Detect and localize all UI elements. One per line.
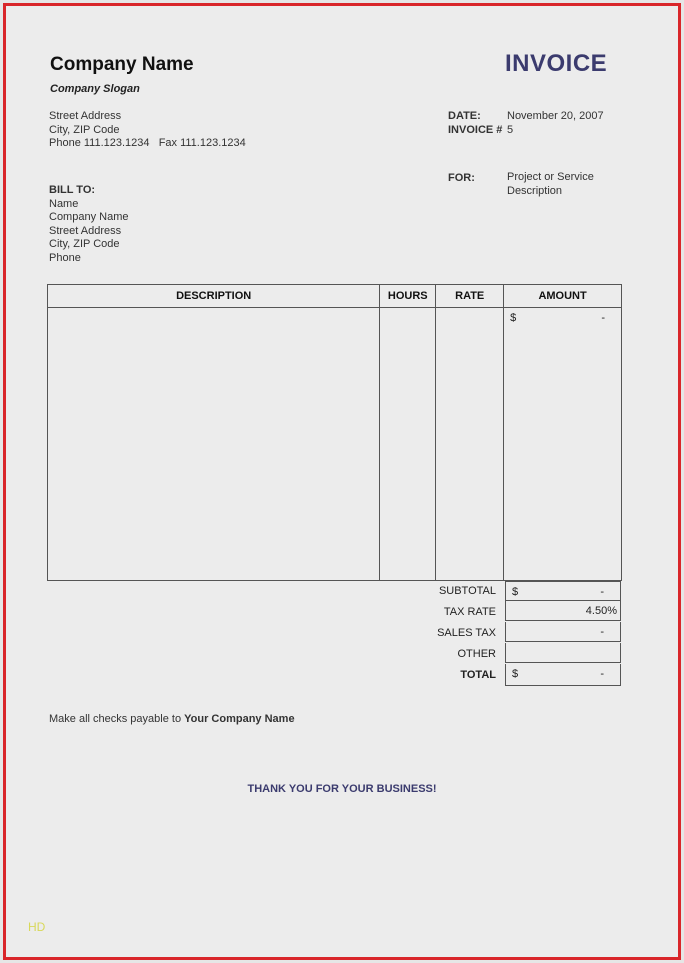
- header-description: DESCRIPTION: [48, 285, 380, 308]
- company-city-zip: City, ZIP Code: [49, 123, 120, 136]
- total-label: TOTAL: [460, 669, 496, 681]
- bill-to-city-zip: City, ZIP Code: [49, 238, 120, 251]
- sales-tax-label: SALES TAX: [437, 627, 496, 639]
- thank-you-message: THANK YOU FOR YOUR BUSINESS!: [247, 783, 437, 795]
- description-cell[interactable]: [48, 308, 380, 581]
- bill-to-company: Company Name: [49, 211, 129, 224]
- header-hours: HOURS: [380, 285, 436, 308]
- subtotal-box: [505, 581, 621, 601]
- bill-to-street: Street Address: [49, 224, 122, 237]
- invoice-number-label: INVOICE #: [448, 124, 503, 136]
- for-line-1: Project or Service: [507, 171, 594, 183]
- bill-to-phone: Phone: [49, 251, 81, 264]
- table-row: [48, 308, 622, 581]
- tax-rate-box[interactable]: [505, 601, 621, 621]
- invoice-number-value: 5: [507, 124, 514, 136]
- header-rate: RATE: [436, 285, 504, 308]
- other-box[interactable]: [505, 643, 621, 663]
- tax-rate-label: TAX RATE: [443, 606, 496, 618]
- tax-rate-value: 4.50%: [585, 605, 617, 617]
- for-label: FOR:: [448, 172, 475, 184]
- bill-to-block: [49, 184, 128, 266]
- date-value: November 20, 2007: [507, 110, 604, 122]
- invoice-title: INVOICE: [505, 50, 608, 77]
- bill-to-label: BILL TO:: [49, 184, 96, 196]
- other-label: OTHER: [457, 648, 496, 660]
- hd-watermark: HD: [28, 920, 46, 934]
- checks-payable-company: Your Company Name: [184, 713, 295, 725]
- company-name: Company Name: [50, 54, 194, 75]
- total-box: [505, 664, 621, 686]
- line-items-table: [47, 284, 622, 581]
- date-label: DATE:: [448, 110, 481, 122]
- table-header-row: [48, 285, 622, 308]
- checks-payable-text: Make all checks payable to: [49, 713, 185, 725]
- subtotal-currency: $: [512, 586, 519, 598]
- header-amount: AMOUNT: [504, 285, 622, 308]
- amount-cell[interactable]: [504, 308, 622, 581]
- company-address: [49, 110, 246, 151]
- hours-cell[interactable]: [380, 308, 436, 581]
- company-phone-fax: Phone 111.123.1234 Fax 111.123.1234: [49, 137, 246, 150]
- amount-currency: $: [510, 312, 517, 324]
- sales-tax-box: [505, 622, 621, 642]
- subtotal-label: SUBTOTAL: [438, 585, 496, 597]
- rate-cell[interactable]: [436, 308, 504, 581]
- subtotal-value: -: [600, 586, 604, 598]
- bill-to-name: Name: [49, 197, 79, 210]
- total-value: -: [600, 668, 604, 680]
- for-line-2: Description: [507, 184, 563, 197]
- total-currency: $: [512, 668, 519, 680]
- checks-payable-line: [49, 713, 295, 725]
- amount-value: -: [601, 312, 605, 324]
- sales-tax-value: -: [600, 626, 604, 638]
- company-slogan: Company Slogan: [50, 83, 140, 95]
- for-description: [507, 171, 594, 198]
- company-street: Street Address: [49, 110, 122, 122]
